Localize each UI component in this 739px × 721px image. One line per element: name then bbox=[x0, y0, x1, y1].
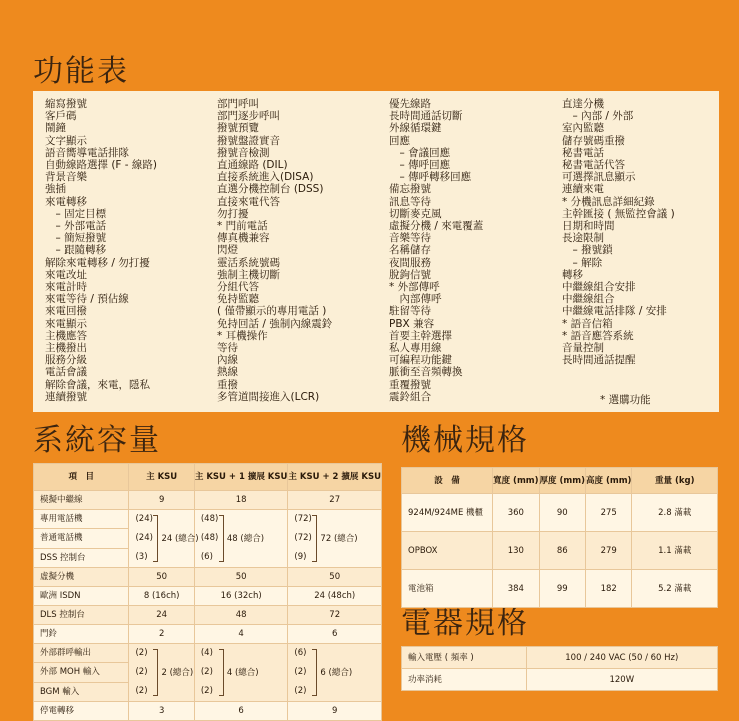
cell-value: (48) bbox=[200, 533, 219, 543]
cell-value: 5.2 滿載 bbox=[632, 570, 718, 608]
capacity-table bbox=[33, 463, 382, 721]
feature-item: 傳真機兼容 bbox=[217, 232, 270, 245]
feature-item: 來電顯示 bbox=[45, 317, 87, 330]
feature-item: 備忘撥號 bbox=[389, 183, 431, 196]
feature-item: 來電回撥 bbox=[45, 305, 87, 318]
row-label: 專用電話機 bbox=[34, 510, 129, 529]
feature-item: 切斷麥克風 bbox=[389, 207, 442, 220]
row-label: 普通電話機 bbox=[34, 529, 129, 548]
feature-item: PBX 兼容 bbox=[389, 317, 435, 330]
feature-item: 主機撥出 bbox=[45, 342, 87, 355]
features-column-1 bbox=[45, 98, 157, 403]
feature-item: 直通線路 (DIL) bbox=[217, 159, 288, 172]
feature-item: 音樂等待 bbox=[389, 232, 431, 245]
feature-item: 震鈴組合 bbox=[389, 390, 431, 403]
feature-item: 強制主機切斷 bbox=[217, 268, 280, 281]
feature-item: – 會議回應 bbox=[389, 146, 451, 159]
feature-item: 脈衝至音頻轉換 bbox=[389, 366, 463, 379]
feature-item: 日期和時間 bbox=[562, 220, 615, 233]
grouped-cell bbox=[194, 644, 288, 702]
feature-item: – 固定目標 bbox=[45, 207, 107, 220]
optional-features-note: * 選購功能 bbox=[600, 394, 651, 406]
cell-value: (2) bbox=[200, 667, 213, 677]
feature-item: 脫鉤信號 bbox=[389, 268, 431, 281]
grouped-cell bbox=[129, 510, 199, 568]
cell-value: 50 bbox=[129, 568, 194, 587]
spec-label: 輸入電壓 ( 頻率 ) bbox=[402, 647, 527, 669]
cell-value: 16 (32ch) bbox=[194, 587, 288, 606]
row-label: 外部 MOH 輸入 bbox=[34, 663, 129, 682]
feature-item: 儲存號碼重撥 bbox=[562, 134, 625, 147]
cell-value: (2) bbox=[135, 667, 148, 677]
feature-item: 強插 bbox=[45, 183, 66, 196]
cell-total: 72 (總合) bbox=[320, 533, 358, 544]
feature-item: 語音嚮導電話排隊 bbox=[45, 146, 129, 159]
feature-item: – 跟隨轉移 bbox=[45, 244, 107, 257]
cell-value: (3) bbox=[135, 552, 148, 562]
feature-item: 來電計時 bbox=[45, 281, 87, 294]
cell-total: 4 (總合) bbox=[226, 667, 259, 678]
row-label: 虛擬分機 bbox=[34, 568, 129, 587]
feature-item: 撥號預覽 bbox=[217, 122, 259, 135]
row-label: DSS 控制台 bbox=[34, 548, 129, 567]
feature-item: 分組代答 bbox=[217, 281, 259, 294]
features-panel bbox=[33, 91, 719, 412]
feature-item: 服務分級 bbox=[45, 354, 87, 367]
cell-value: 27 bbox=[288, 491, 382, 510]
cell-total: 24 (總合) bbox=[161, 533, 199, 544]
feature-item: * 耳機操作 bbox=[217, 329, 268, 342]
cell-value: 130 bbox=[493, 532, 539, 570]
table-row bbox=[34, 625, 382, 644]
table-row bbox=[34, 587, 382, 606]
spec-value: 100 / 240 VAC (50 / 60 Hz) bbox=[526, 647, 717, 669]
table-row bbox=[402, 532, 718, 570]
cell-total: 2 (總合) bbox=[161, 667, 194, 678]
cell-value: 18 bbox=[194, 491, 288, 510]
cell-value: 275 bbox=[586, 494, 632, 532]
feature-item: 來電改址 bbox=[45, 268, 87, 281]
mechanical-table bbox=[401, 467, 718, 608]
cell-value: 6 bbox=[288, 625, 382, 644]
feature-item: 背景音樂 bbox=[45, 171, 87, 184]
capacity-header-plus2: 主 KSU + 2 擴展 KSU bbox=[288, 464, 382, 491]
cell-value: 90 bbox=[539, 494, 585, 532]
feature-item: 中繼線電話排隊 / 安排 bbox=[562, 305, 667, 318]
feature-item: 內部傳呼 bbox=[389, 293, 442, 306]
cell-value: 6 bbox=[194, 702, 288, 721]
cell-total: 48 (總合) bbox=[226, 533, 265, 544]
cell-value: (72) bbox=[294, 533, 312, 543]
features-column-2 bbox=[217, 98, 332, 403]
feature-item: 中繼線組合 bbox=[562, 293, 615, 306]
cell-value: 9 bbox=[288, 702, 382, 721]
feature-item: 來電等待 / 預佔線 bbox=[45, 293, 129, 306]
cell-value: 99 bbox=[539, 570, 585, 608]
feature-item: 中繼線組合安排 bbox=[562, 281, 636, 294]
feature-item: 撥號音檢測 bbox=[217, 146, 270, 159]
feature-item: 優先線路 bbox=[389, 98, 431, 110]
device-name: 924M/924ME 機櫃 bbox=[402, 494, 493, 532]
table-row bbox=[34, 606, 382, 625]
feature-item: 長時間通話提醒 bbox=[562, 354, 636, 367]
feature-item: 私人專用線 bbox=[389, 342, 442, 355]
feature-item: 音量控制 bbox=[562, 342, 604, 355]
cell-value: (2) bbox=[135, 686, 148, 696]
features-column-3 bbox=[389, 98, 483, 403]
feature-item: 靈活系統號碼 bbox=[217, 256, 280, 269]
cell-value: 50 bbox=[288, 568, 382, 587]
feature-item: 連續撥號 bbox=[45, 390, 87, 403]
feature-item: 等待 bbox=[217, 342, 238, 355]
features-title: 功能表 bbox=[33, 54, 129, 89]
feature-item: 電話會議 bbox=[45, 366, 87, 379]
feature-item: – 傳呼轉移回應 bbox=[389, 171, 472, 184]
bracket bbox=[312, 649, 317, 696]
cell-total: 6 (總合) bbox=[320, 667, 353, 678]
cell-value: (72) bbox=[294, 514, 312, 524]
feature-item: * 外部傳呼 bbox=[389, 281, 440, 294]
mechanical-title: 機械規格 bbox=[401, 423, 529, 458]
cell-value: (6) bbox=[200, 552, 213, 562]
capacity-header-item: 項 目 bbox=[34, 464, 129, 491]
row-label: DLS 控制台 bbox=[34, 606, 129, 625]
feature-item: 室內監聽 bbox=[562, 122, 604, 135]
cell-value: (9) bbox=[294, 552, 307, 562]
mech-header-height: 高度 (mm) bbox=[586, 468, 632, 494]
cell-value: (2) bbox=[135, 648, 148, 658]
feature-item: 文字顯示 bbox=[45, 134, 87, 147]
feature-item: ( 僅帶顯示的專用電話 ) bbox=[217, 305, 327, 318]
capacity-title: 系統容量 bbox=[33, 423, 161, 458]
feature-item: 轉移 bbox=[562, 268, 583, 281]
cell-value: 3 bbox=[129, 702, 194, 721]
table-row bbox=[402, 669, 718, 691]
cell-value: (48) bbox=[200, 514, 219, 524]
feature-item: 來電轉移 bbox=[45, 195, 87, 208]
feature-item: 可編程功能鍵 bbox=[389, 354, 452, 367]
feature-item: 免持回話 / 強制內線震鈴 bbox=[217, 317, 333, 330]
capacity-header-main: 主 KSU bbox=[129, 464, 194, 491]
feature-item: 免持監聽 bbox=[217, 293, 259, 306]
cell-value: 4 bbox=[194, 625, 288, 644]
feature-item: 部門呼叫 bbox=[217, 98, 259, 110]
bracket bbox=[312, 515, 317, 562]
feature-item: 直達分機 bbox=[562, 98, 604, 110]
cell-value: 72 bbox=[288, 606, 382, 625]
feature-item: – 內部 / 外部 bbox=[562, 110, 634, 123]
table-row bbox=[402, 570, 718, 608]
feature-item: 多管道間接進入(LCR) bbox=[217, 390, 320, 403]
electrical-title: 電器規格 bbox=[401, 606, 529, 641]
feature-item: 主幹匯接 ( 無監控會議 ) bbox=[562, 207, 675, 220]
cell-value: 279 bbox=[586, 532, 632, 570]
grouped-cell bbox=[129, 644, 194, 702]
mech-header-depth: 厚度 (mm) bbox=[539, 468, 585, 494]
feature-item: 名稱儲存 bbox=[389, 244, 431, 257]
cell-value: (6) bbox=[294, 648, 307, 658]
grouped-cell bbox=[288, 644, 382, 702]
cell-value: 2.8 滿載 bbox=[632, 494, 718, 532]
feature-item: * 分機訊息詳細紀錄 bbox=[562, 195, 655, 208]
feature-item: 直接系統進入(DISA) bbox=[217, 171, 314, 184]
feature-item: 長途限制 bbox=[562, 232, 604, 245]
cell-value: (24) bbox=[135, 533, 153, 543]
feature-item: 首要主幹選擇 bbox=[389, 329, 452, 342]
cell-value: 24 (48ch) bbox=[288, 587, 382, 606]
table-row bbox=[34, 568, 382, 587]
feature-item: 解除來電轉移 / 勿打擾 bbox=[45, 256, 150, 269]
grouped-cell bbox=[288, 510, 382, 568]
feature-item: 外線循環鍵 bbox=[389, 122, 442, 135]
grouped-cell bbox=[194, 510, 288, 568]
feature-item: 回應 bbox=[389, 134, 410, 147]
bracket bbox=[219, 649, 224, 696]
mech-header-width: 寬度 (mm) bbox=[493, 468, 539, 494]
cell-value: 50 bbox=[194, 568, 288, 587]
feature-item: – 傳呼回應 bbox=[389, 159, 451, 172]
cell-value: (2) bbox=[200, 686, 213, 696]
feature-item: – 解除 bbox=[562, 256, 603, 269]
feature-item: 部門逐步呼叫 bbox=[217, 110, 280, 123]
feature-item: 直選分機控制台 (DSS) bbox=[217, 183, 324, 196]
cell-value: 86 bbox=[539, 532, 585, 570]
row-label: 模擬中繼線 bbox=[34, 491, 129, 510]
cell-value: 24 bbox=[129, 606, 194, 625]
mech-header-device: 設 備 bbox=[402, 468, 493, 494]
feature-item: 訊息等待 bbox=[389, 195, 431, 208]
cell-value: (4) bbox=[200, 648, 213, 658]
feature-item: 解除會議，來電，隱私 bbox=[45, 378, 150, 391]
feature-item: 勿打擾 bbox=[217, 207, 249, 220]
feature-item: 秘書電話 bbox=[562, 146, 604, 159]
feature-item: 撥號盤證實音 bbox=[217, 134, 280, 147]
table-row bbox=[34, 702, 382, 721]
feature-item: 虛擬分機 / 來電覆蓋 bbox=[389, 220, 484, 233]
spec-value: 120W bbox=[526, 669, 717, 691]
table-row bbox=[402, 647, 718, 669]
feature-item: 縮寫撥號 bbox=[45, 98, 87, 110]
feature-item: 主機應答 bbox=[45, 329, 87, 342]
feature-item: – 撥號鎖 bbox=[562, 244, 613, 257]
feature-item: 內線 bbox=[217, 354, 238, 367]
row-label: 門鈴 bbox=[34, 625, 129, 644]
table-row bbox=[34, 491, 382, 510]
table-row bbox=[34, 510, 382, 529]
cell-value: 384 bbox=[493, 570, 539, 608]
feature-item: 重覆撥號 bbox=[389, 378, 431, 391]
spec-label: 功率消耗 bbox=[402, 669, 527, 691]
feature-item: – 外部電話 bbox=[45, 220, 107, 233]
bracket bbox=[153, 649, 158, 696]
bracket bbox=[153, 515, 158, 562]
cell-value: 9 bbox=[129, 491, 194, 510]
cell-value: 182 bbox=[586, 570, 632, 608]
feature-item: 自動線路選擇 (F - 線路) bbox=[45, 159, 158, 172]
cell-value: (2) bbox=[294, 686, 307, 696]
device-name: OPBOX bbox=[402, 532, 493, 570]
feature-item: 駐留等待 bbox=[389, 305, 431, 318]
row-label: BGM 輸入 bbox=[34, 682, 129, 701]
row-label: 外部群呼輸出 bbox=[34, 644, 129, 663]
features-column-4 bbox=[562, 98, 675, 366]
feature-item: 閃燈 bbox=[217, 244, 238, 257]
feature-item: 可選擇訊息顯示 bbox=[562, 171, 636, 184]
feature-item: 直接來電代答 bbox=[217, 195, 280, 208]
cell-value: (2) bbox=[294, 667, 307, 677]
feature-item: 連續來電 bbox=[562, 183, 604, 196]
table-row bbox=[34, 644, 382, 663]
cell-value: 360 bbox=[493, 494, 539, 532]
capacity-header-plus1: 主 KSU + 1 擴展 KSU bbox=[194, 464, 288, 491]
device-name: 電池箱 bbox=[402, 570, 493, 608]
bracket bbox=[219, 515, 224, 562]
feature-item: * 語音應答系統 bbox=[562, 329, 634, 342]
feature-item: 客戶碼 bbox=[45, 110, 77, 123]
cell-value: 1.1 滿載 bbox=[632, 532, 718, 570]
table-row bbox=[402, 494, 718, 532]
mech-header-weight: 重量 (kg) bbox=[632, 468, 718, 494]
feature-item: – 簡短撥號 bbox=[45, 232, 107, 245]
feature-item: 熱線 bbox=[217, 366, 238, 379]
feature-item: * 語音信箱 bbox=[562, 317, 613, 330]
feature-item: 秘書電話代答 bbox=[562, 159, 625, 172]
feature-item: 長時間通話切斷 bbox=[389, 110, 463, 123]
cell-value: 8 (16ch) bbox=[129, 587, 194, 606]
feature-item: 鬧鐘 bbox=[45, 122, 66, 135]
cell-value: 2 bbox=[129, 625, 194, 644]
cell-value: (24) bbox=[135, 514, 153, 524]
feature-item: 重撥 bbox=[217, 378, 238, 391]
feature-item: * 門前電話 bbox=[217, 220, 268, 233]
row-label: 歐洲 ISDN bbox=[34, 587, 129, 606]
feature-item: 夜間服務 bbox=[389, 256, 431, 269]
row-label: 停電轉移 bbox=[34, 702, 129, 721]
electrical-table bbox=[401, 646, 718, 691]
cell-value: 48 bbox=[194, 606, 288, 625]
